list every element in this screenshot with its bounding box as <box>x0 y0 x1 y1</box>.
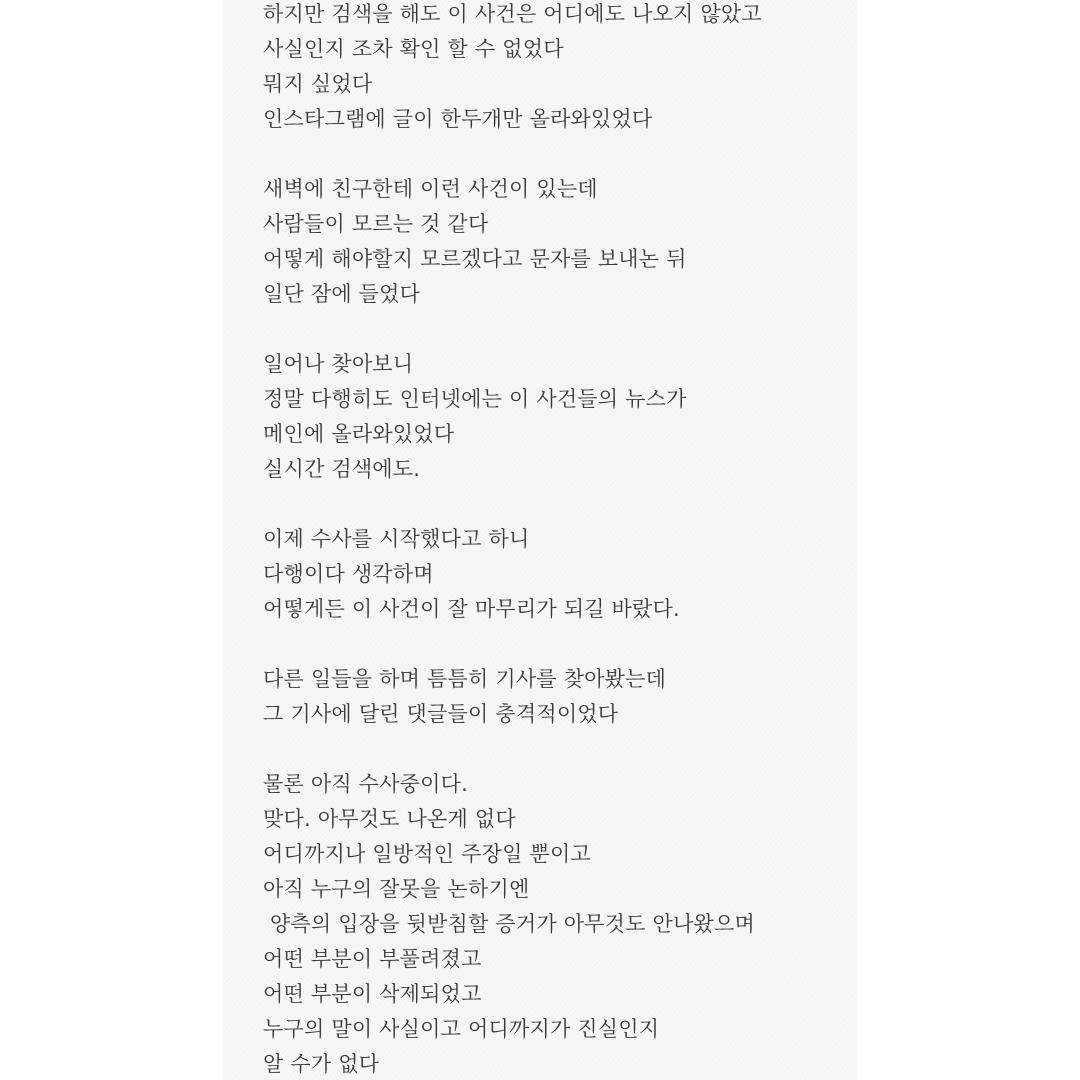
text-line: 물론 아직 수사중이다. <box>263 772 468 796</box>
text-line: 인스타그램에 글이 한두개만 올라와있었다 <box>263 107 653 131</box>
text-line: 어떻게 해야할지 모르겠다고 문자를 보내논 뒤 <box>263 247 687 271</box>
blank-line <box>263 487 853 522</box>
text-line: 어디까지나 일방적인 주장일 뿐이고 <box>263 842 591 866</box>
text-line: 사람들이 모르는 것 같다 <box>263 212 489 236</box>
text-line: 새벽에 친구한테 이런 사건이 있는데 <box>263 177 598 201</box>
text-line: 실시간 검색에도. <box>263 457 421 481</box>
text-line: 이제 수사를 시작했다고 하니 <box>263 527 530 551</box>
paper-background <box>223 0 857 1080</box>
text-line: 메인에 올라와있었다 <box>263 422 455 446</box>
text-line: 아직 누구의 잘못을 논하기엔 <box>263 877 530 901</box>
blank-line <box>263 627 853 662</box>
text-line: 정말 다행히도 인터넷에는 이 사건들의 뉴스가 <box>263 387 687 411</box>
text-line: 맞다. 아무것도 나온게 없다 <box>263 807 516 831</box>
text-line: 어떻게든 이 사건이 잘 마무리가 되길 바랐다. <box>263 597 680 621</box>
text-line: 어떤 부분이 부풀려졌고 <box>263 947 482 971</box>
text-body <box>263 0 853 1080</box>
text-line: 양측의 입장을 뒷받침할 증거가 아무것도 안나왔으며 <box>263 912 755 936</box>
blank-line <box>263 137 853 172</box>
text-line: 다행이다 생각하며 <box>263 562 434 586</box>
text-line: 누구의 말이 사실이고 어디까지가 진실인지 <box>263 1017 660 1041</box>
text-line: 알 수가 없다 <box>263 1052 380 1076</box>
text-line: 하지만 검색을 해도 이 사건은 어디에도 나오지 않았고 <box>263 2 762 26</box>
text-line: 어떤 부분이 삭제되었고 <box>263 982 482 1006</box>
blank-line <box>263 312 853 347</box>
text-line: 뭐지 싶었다 <box>263 72 373 96</box>
blank-line <box>263 732 853 767</box>
text-line: 일어나 찾아보니 <box>263 352 414 376</box>
text-line: 그 기사에 달린 댓글들이 충격적이었다 <box>263 702 619 726</box>
text-line: 일단 잠에 들었다 <box>263 282 421 306</box>
text-line: 다른 일들을 하며 틈틈히 기사를 찾아봤는데 <box>263 667 667 691</box>
text-line: 사실인지 조차 확인 할 수 없었다 <box>263 37 564 61</box>
